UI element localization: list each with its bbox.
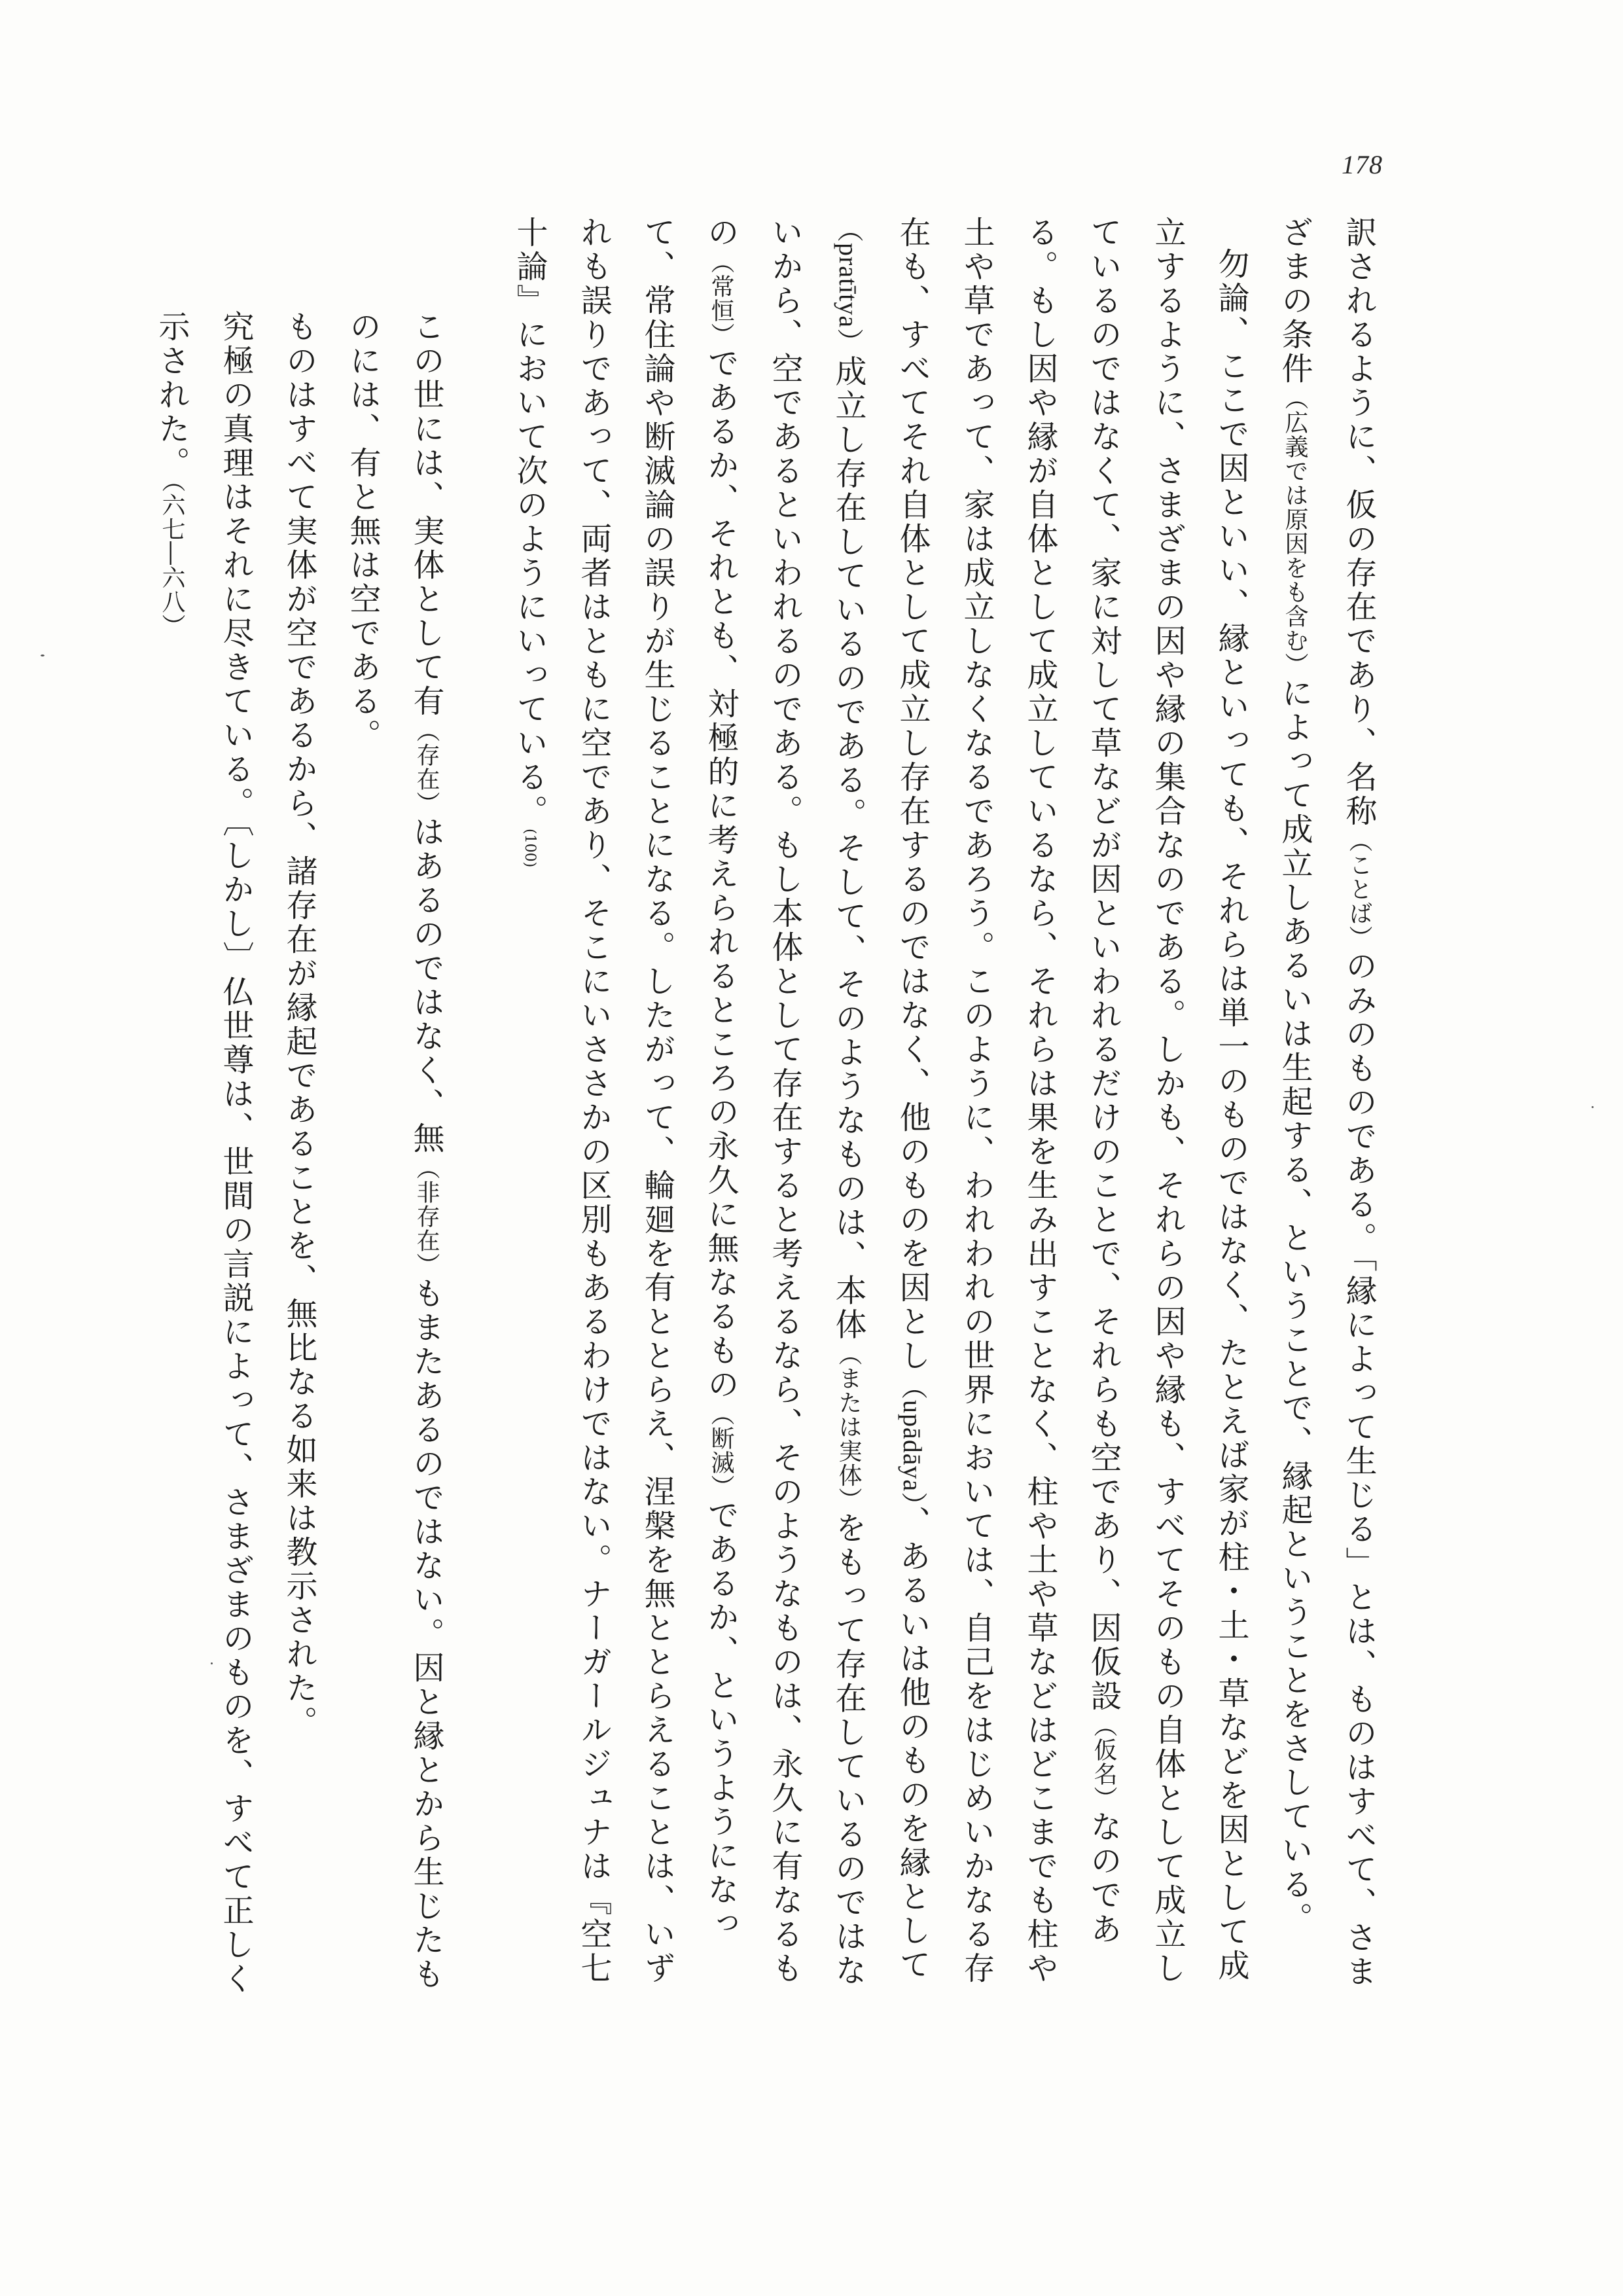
text-segment: 、あるいは他のものを縁として (894, 1505, 931, 1982)
text-segment: ものはすべて実体が空であるから、諸存在が縁起であることを、無比なる如来は教示された。 (281, 310, 317, 1740)
gloss-segment: （常恒） (707, 250, 734, 347)
verse-line (267, 310, 330, 1996)
text-segment: もまたあるのではない。因と縁とから生じたものには、有と無は空である。 (344, 310, 444, 1992)
sanskrit-term: （pratītya） (834, 216, 863, 355)
text-segment: 勿論、ここで因といい、縁といっても、それらは単一のものではなく、たとえば家が柱・土・草などを因として成立するように、さまざまの因や縁の集合なのである。しかも、それらの因や縁も、すべてそのもの自体として成立しているのではなくて、家に対して草などが因といわれるだけのことで、それらも空であり、因仮設 (1085, 216, 1249, 1986)
gloss-segment: （ことば） (1346, 829, 1372, 950)
gloss-segment: （仮名） (1090, 1713, 1117, 1810)
text-segment: ざまの条件 (1276, 216, 1313, 386)
text-segment: であるか、というようになって、常住論や断滅論の誤りが生じることになる。したがって、輪廻を有ととらえ、涅槃を無ととらえることは、いずれも誤りであって、両者はともに空であり、そこにいささかの区別もあるわけではない。ナーガールジュナは『空七十論』において次のようにいっている。 (511, 216, 739, 1986)
text-segment: はあるのではなく、無 (408, 816, 444, 1156)
scan-speck (1592, 1106, 1594, 1108)
verse-quotation (139, 216, 458, 1996)
verse-line (139, 310, 267, 1996)
page-number: 178 (1342, 150, 1383, 179)
scan-speck (211, 1662, 213, 1664)
main-text-body (154, 216, 1391, 1996)
text-segment: 成立し存在しているのである。そして、そのようなものは、本体 (830, 355, 866, 1342)
text-segment: なのである。もし因や縁が自体として成立しているなら、それらは果を生み出すことなく、柱や土や草などはどこまでも柱や土や草であって、家は成立しなくなるであろう。このように、われわれの世界においては、自己をはじめいかなる存在も、すべてそれ自体として成立し存在するのではなく、他のものを因とし (894, 216, 1122, 1986)
text-segment: 訳されるように、仮の存在であり、名称 (1340, 216, 1377, 829)
scan-speck (41, 655, 45, 656)
text-segment: 究極の真理はそれに尽きている。〔しかし〕仏世尊は、世間の言説によって、さまざまのものを、すべて正しく示された。 (153, 310, 254, 1996)
gloss-segment: （非存在） (413, 1156, 440, 1277)
text-segment: によって成立しあるいは生起する、ということで、縁起ということをさしている。 (1276, 677, 1313, 1936)
gloss-segment: （断滅） (707, 1402, 734, 1499)
text-segment: をもって存在しているのではないから、空であるといわれるのである。もし本体として存在すると考えるなら、そのようなものは、永久に有なるもの (702, 216, 866, 1988)
text-segment: のみのものである。「縁によって生じる」とは、ものはすべて、さま (1340, 950, 1377, 1989)
gloss-segment: （存在） (413, 719, 440, 816)
paragraph-main (497, 216, 1262, 1996)
text-segment: この世には、実体として有 (408, 310, 444, 719)
footnote-ref: (100) (522, 829, 538, 868)
verse-line (330, 310, 458, 1996)
gloss-segment: （広義では原因をも含む） (1281, 386, 1308, 677)
sanskrit-term: （upādāya） (898, 1373, 927, 1506)
gloss-segment: （または実体） (835, 1342, 862, 1512)
text-segment: であるか、それとも、対極的に考えられるところの永久に無なるもの (702, 347, 739, 1402)
paragraph-intro (1262, 216, 1391, 1996)
verse-citation: （六七―六八） (158, 480, 185, 638)
